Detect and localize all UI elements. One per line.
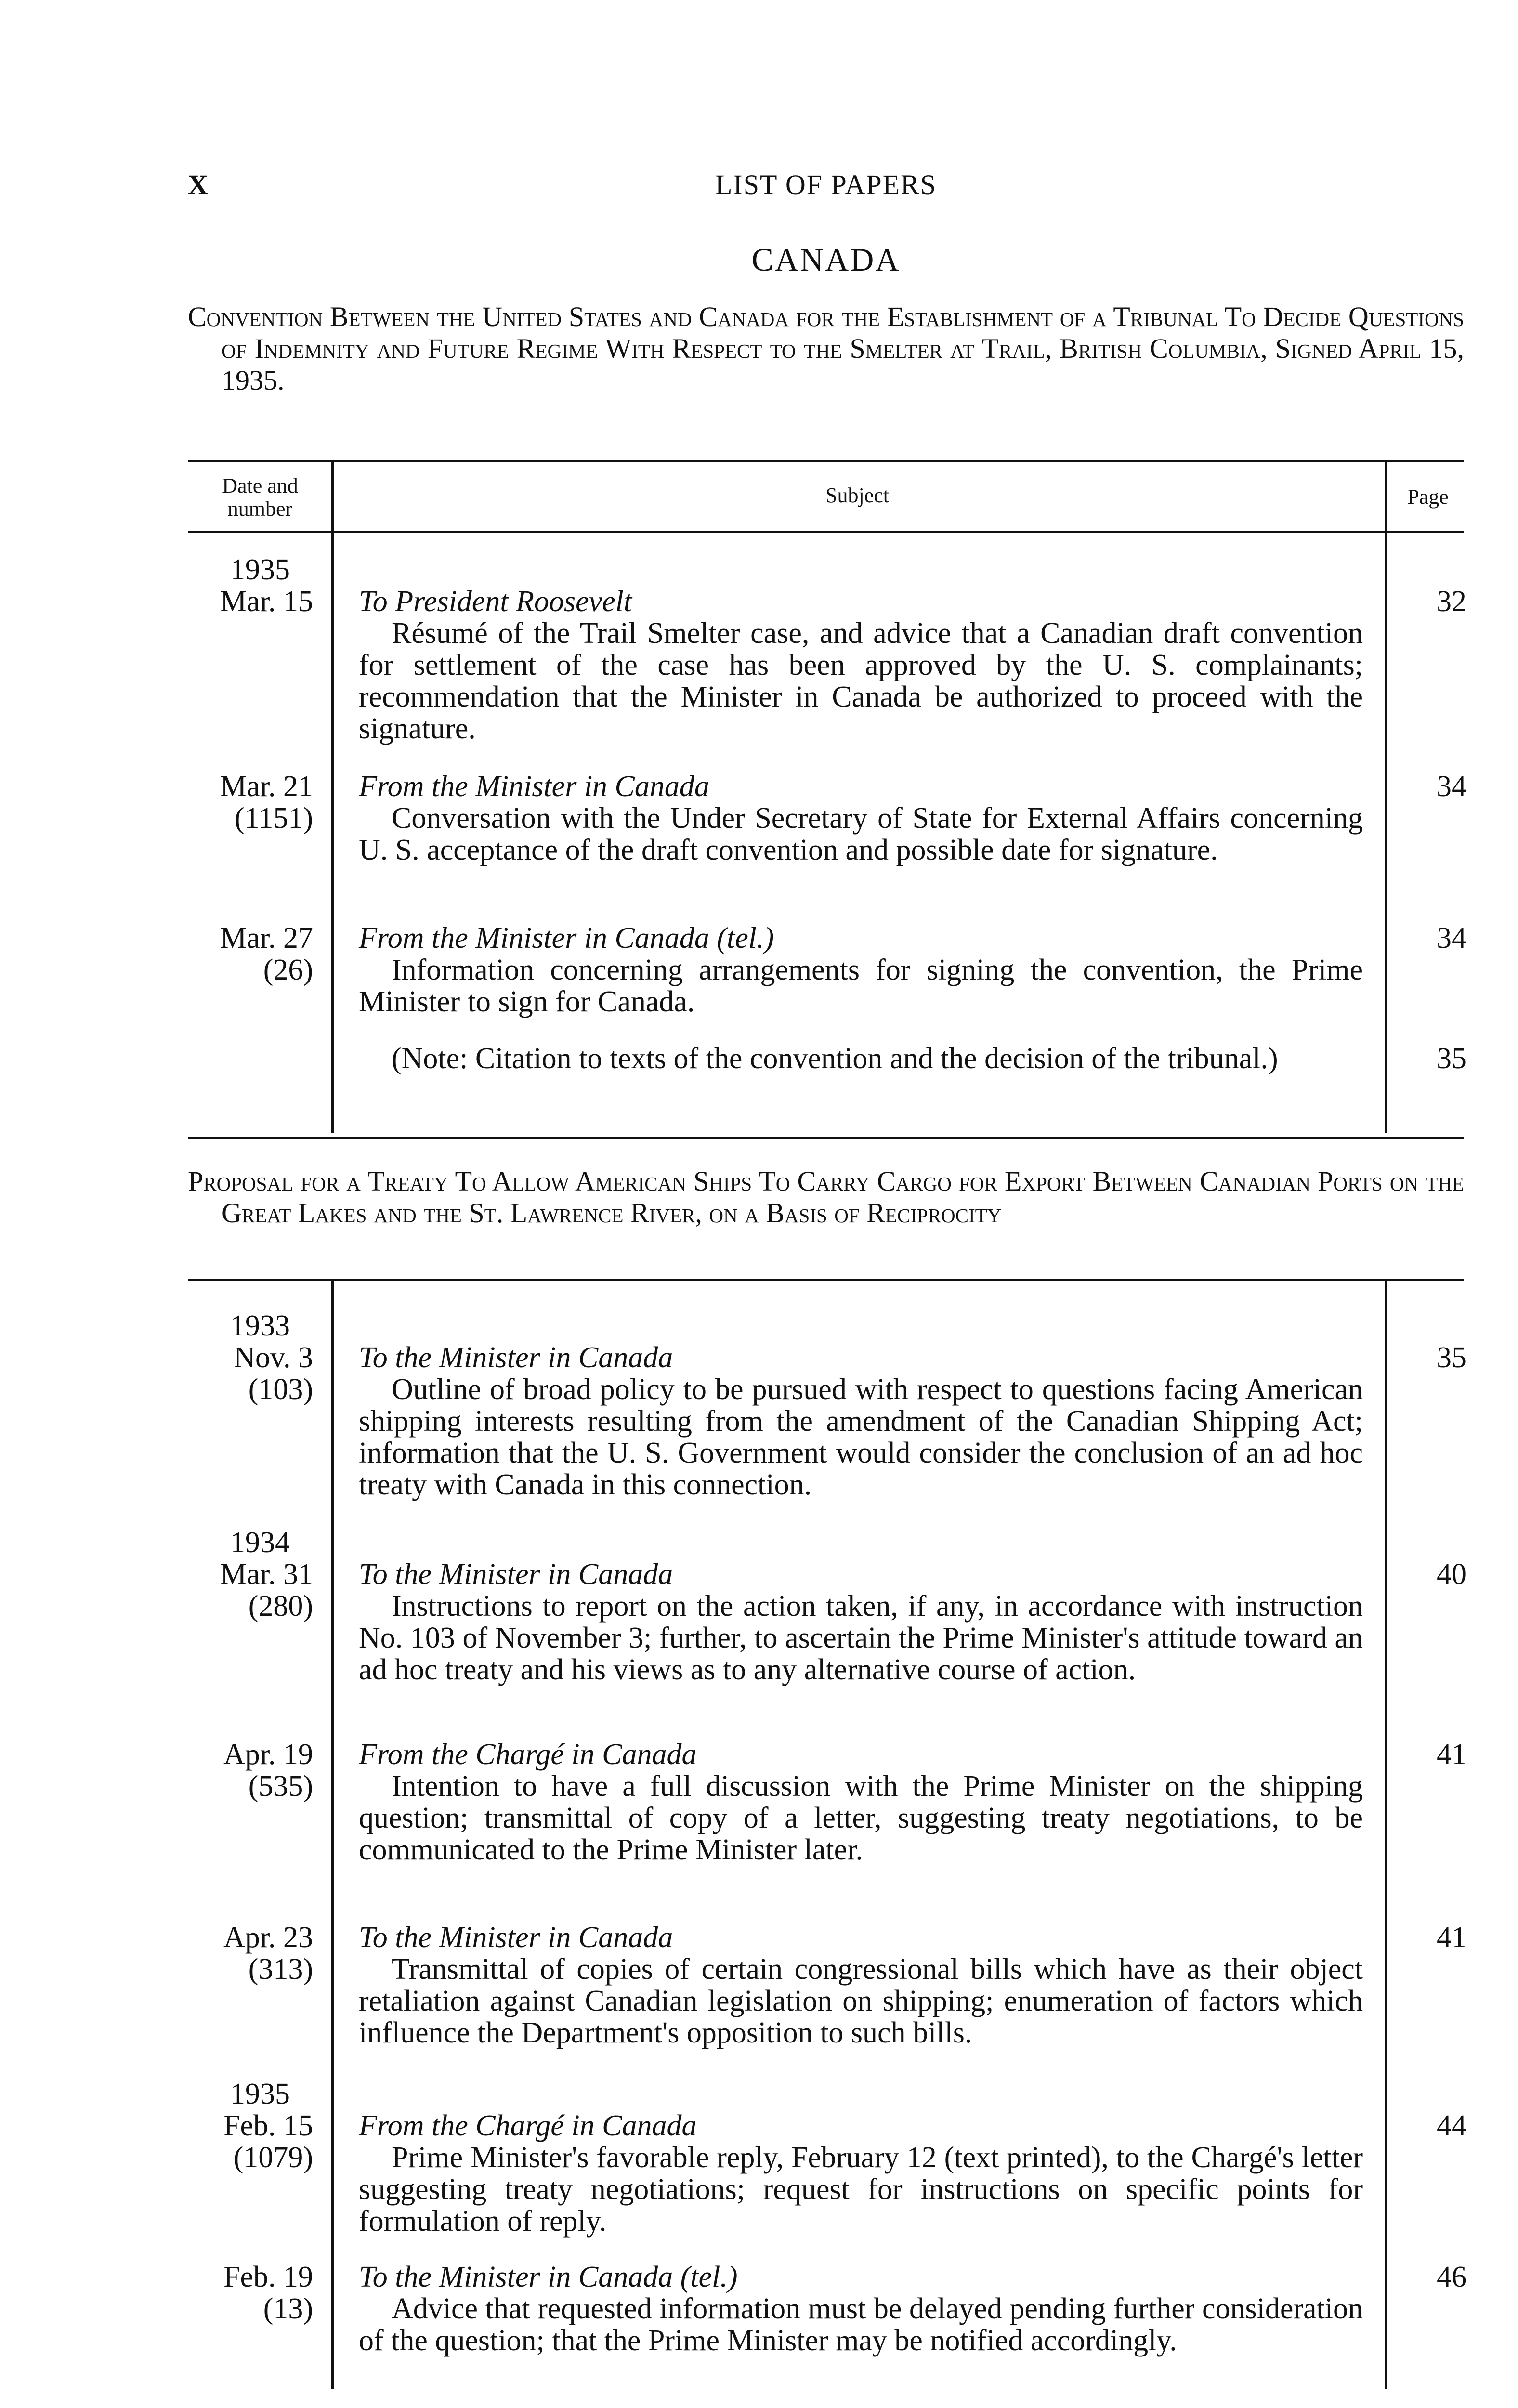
entry-description: Advice that requested information must be delayed pending further consideration of the question; that the Prime Minister may be notified accordingly. — [359, 2292, 1363, 2357]
entry-day: Apr. 19 — [223, 1738, 313, 1771]
entry-day: Mar. 21 — [220, 770, 313, 803]
column-header-date: Date and number — [222, 474, 298, 521]
entry-date — [188, 1739, 313, 1802]
entry-description: Résumé of the Trail Smelter case, and advice that a Canadian draft convention for settlement of the case has been approved by the U. S. complainants; recommendation that the Minister in Canada be authorized to proceed with the signature. — [359, 617, 1363, 745]
header-rule — [188, 531, 1464, 533]
section1-bottom-rule — [188, 1137, 1464, 1139]
entry-note: (Note: Citation to texts of the convention and the decision of the tribunal.) — [392, 1042, 1278, 1075]
entry-subject — [359, 586, 1363, 745]
entry-year: 1933 — [230, 1309, 290, 1342]
entry-page: 41 — [1437, 1738, 1466, 1771]
entry-number: (13) — [263, 2292, 313, 2325]
entry-subject — [359, 1739, 1363, 1866]
entry-subject — [359, 2110, 1363, 2237]
entry-number: (103) — [248, 1373, 313, 1406]
running-head — [188, 169, 1464, 212]
entry-subject — [359, 2261, 1363, 2356]
entry-subject — [359, 771, 1363, 866]
entry-heading: To the Minister in Canada — [359, 1921, 673, 1954]
entry-date — [188, 554, 313, 617]
entry-number: (26) — [263, 954, 313, 986]
entry-subject — [359, 1043, 1363, 1074]
entry-date — [188, 2078, 313, 2173]
country-heading: CANADA — [751, 241, 901, 278]
entry-heading: To the Minister in Canada — [359, 1558, 673, 1591]
column-header-page: Page — [1407, 485, 1449, 509]
entry-heading: To the Minister in Canada — [359, 1341, 673, 1374]
column-header-subject: Subject — [825, 484, 889, 507]
entry-heading: To the Minister in Canada (tel.) — [359, 2261, 738, 2293]
entry-heading: To President Roosevelt — [359, 585, 632, 618]
entry-date — [188, 1527, 313, 1622]
entry-heading: From the Minister in Canada — [359, 770, 709, 803]
section-title-trail-smelter: Convention Between the United States and Canada for the Establishment of a Tribunal To Decide Questions of Indemnity and Future Regime With Respect to the Smelter at Trail, British Columbia, Signed April 15, 1935. — [188, 301, 1464, 396]
entry-page: 46 — [1437, 2261, 1466, 2293]
entry-day: Feb. 15 — [223, 2109, 313, 2142]
entry-heading: From the Chargé in Canada — [359, 2109, 697, 2142]
running-title: LIST OF PAPERS — [715, 169, 937, 200]
entry-description: Transmittal of copies of certain congressional bills which have as their object retaliation against Canadian legislation on shipping; enumeration of factors which influence the Department's opposition to such bills. — [359, 1953, 1363, 2049]
entry-date — [188, 771, 313, 834]
entry-heading: From the Minister in Canada (tel.) — [359, 922, 774, 955]
page-number: X — [188, 169, 209, 200]
table-top-rule — [188, 460, 1464, 462]
entry-day: Mar. 15 — [220, 585, 313, 618]
entry-description: Information concerning arrangements for signing the convention, the Prime Minister to sign for Canada. — [359, 954, 1363, 1018]
entry-description: Instructions to report on the action taken, if any, in accordance with instruction No. 103 of November 3; further, to ascertain the Prime Minister's attitude toward an ad hoc treaty and his views as to any alternative course of action. — [359, 1590, 1363, 1686]
entry-heading: From the Chargé in Canada — [359, 1738, 697, 1771]
entry-subject — [359, 1558, 1363, 1686]
entry-subject — [359, 1342, 1363, 1501]
entry-description: Intention to have a full discussion with the Prime Minister on the shipping question; transmittal of copy of a letter, suggesting treaty negotiations, to be communicated to the Prime Minister later. — [359, 1770, 1363, 1866]
entry-day: Mar. 31 — [220, 1558, 313, 1591]
entry-page: 41 — [1437, 1921, 1466, 1954]
entry-description: Prime Minister's favorable reply, February 12 (text printed), to the Chargé's letter suggesting treaty negotiations; request for instructions on specific points for formulation of reply. — [359, 2141, 1363, 2238]
entry-date — [188, 922, 313, 986]
entry-number: (1079) — [233, 2141, 313, 2174]
entry-number: (280) — [248, 1590, 313, 1623]
entry-number: (535) — [248, 1770, 313, 1803]
entry-year: 1935 — [230, 2078, 290, 2110]
entry-subject — [359, 1922, 1363, 2049]
entry-number: (313) — [248, 1953, 313, 1986]
entry-page: 32 — [1437, 585, 1466, 618]
entry-page: 34 — [1437, 770, 1466, 803]
column-divider-left — [331, 1281, 334, 2389]
entry-number: (1151) — [235, 802, 313, 835]
entry-page: 34 — [1437, 922, 1466, 955]
entry-date — [188, 2261, 313, 2325]
entry-date — [188, 1922, 313, 1985]
section2-top-rule — [188, 1279, 1464, 1281]
entry-page: 35 — [1437, 1042, 1466, 1075]
entry-description: Conversation with the Under Secretary of State for External Affairs concerning U. S. acceptance of the draft convention and possible date for signature. — [359, 802, 1363, 866]
entry-year: 1935 — [230, 553, 290, 586]
column-divider-right — [1385, 462, 1387, 1133]
entry-page: 40 — [1437, 1558, 1466, 1591]
entry-day: Apr. 23 — [223, 1921, 313, 1954]
entry-year: 1934 — [230, 1526, 290, 1559]
entry-subject — [359, 922, 1363, 1018]
section-title-cargo-treaty: Proposal for a Treaty To Allow American Ships To Carry Cargo for Export Between Canadian Ports on the Great Lakes and the St. Lawrence River, on a Basis of Reciprocity — [188, 1165, 1464, 1229]
entry-page: 35 — [1437, 1341, 1466, 1374]
entry-day: Nov. 3 — [234, 1341, 313, 1374]
entry-date — [188, 1310, 313, 1405]
entry-description: Outline of broad policy to be pursued with respect to questions facing American shipping interests resulting from the amendment of the Canadian Shipping Act; information that the U. S. Government would consider the conclusion of an ad hoc treaty with Canada in this connection. — [359, 1373, 1363, 1501]
column-divider-right — [1385, 1281, 1387, 2389]
entry-day: Feb. 19 — [223, 2261, 313, 2293]
entry-page: 44 — [1437, 2109, 1466, 2142]
entry-day: Mar. 27 — [220, 922, 313, 955]
column-divider-left — [331, 462, 334, 1133]
